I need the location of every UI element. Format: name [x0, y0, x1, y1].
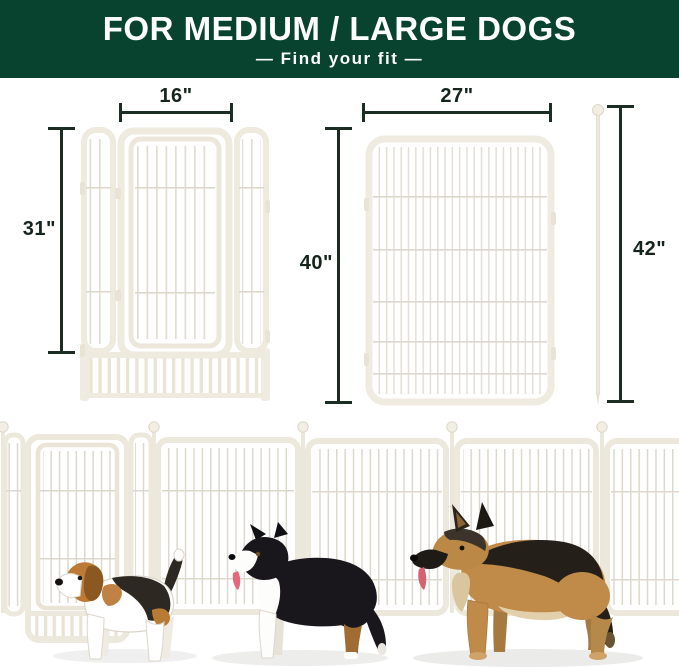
hinge-tab: [551, 347, 556, 360]
door-panel-width-dimension-line: [119, 111, 233, 114]
page-title: FOR MEDIUM / LARGE DOGS: [102, 10, 577, 47]
ground-stake-illustration: [589, 102, 607, 406]
hinge-tab: [364, 198, 369, 211]
header-banner: [0, 0, 679, 78]
door-latch: [115, 290, 121, 301]
ground-stake-height-label: 42": [633, 238, 667, 260]
hinge-tab: [80, 344, 85, 357]
ball-finial: [149, 422, 159, 432]
hinge-tab: [364, 353, 369, 366]
large-panel-width-label: 27": [440, 85, 474, 107]
beagle-image: [52, 540, 204, 664]
ball-finial: [597, 422, 607, 432]
ball-finial: [0, 422, 8, 432]
hinge-tab: [265, 200, 270, 213]
door-panel-height-dimension-line: [60, 127, 63, 354]
header-subtitle: — Find your fit —: [255, 48, 424, 68]
border-collie-image: [216, 522, 398, 664]
large-panel-height-dimension-line: [337, 127, 340, 404]
large-panel-height-label: 40": [299, 252, 333, 274]
ball-finial: [298, 422, 308, 432]
door-panel-width-label: 16": [159, 85, 193, 107]
large-panel-illustration: [364, 134, 556, 407]
door-latch: [115, 188, 121, 199]
hinge-tab: [80, 182, 85, 195]
door-panel-illustration: [80, 126, 270, 403]
german-shepherd-image: [406, 500, 652, 664]
ball-finial: [447, 422, 457, 432]
hinge-tab: [551, 212, 556, 225]
door-panel-height-label: 31": [22, 218, 56, 240]
large-panel-width-dimension-line: [362, 111, 552, 114]
hinge-tab: [265, 330, 270, 343]
dogs-size-comparison-photo: [0, 418, 679, 667]
ground-stake-height-dimension-line: [619, 105, 622, 403]
